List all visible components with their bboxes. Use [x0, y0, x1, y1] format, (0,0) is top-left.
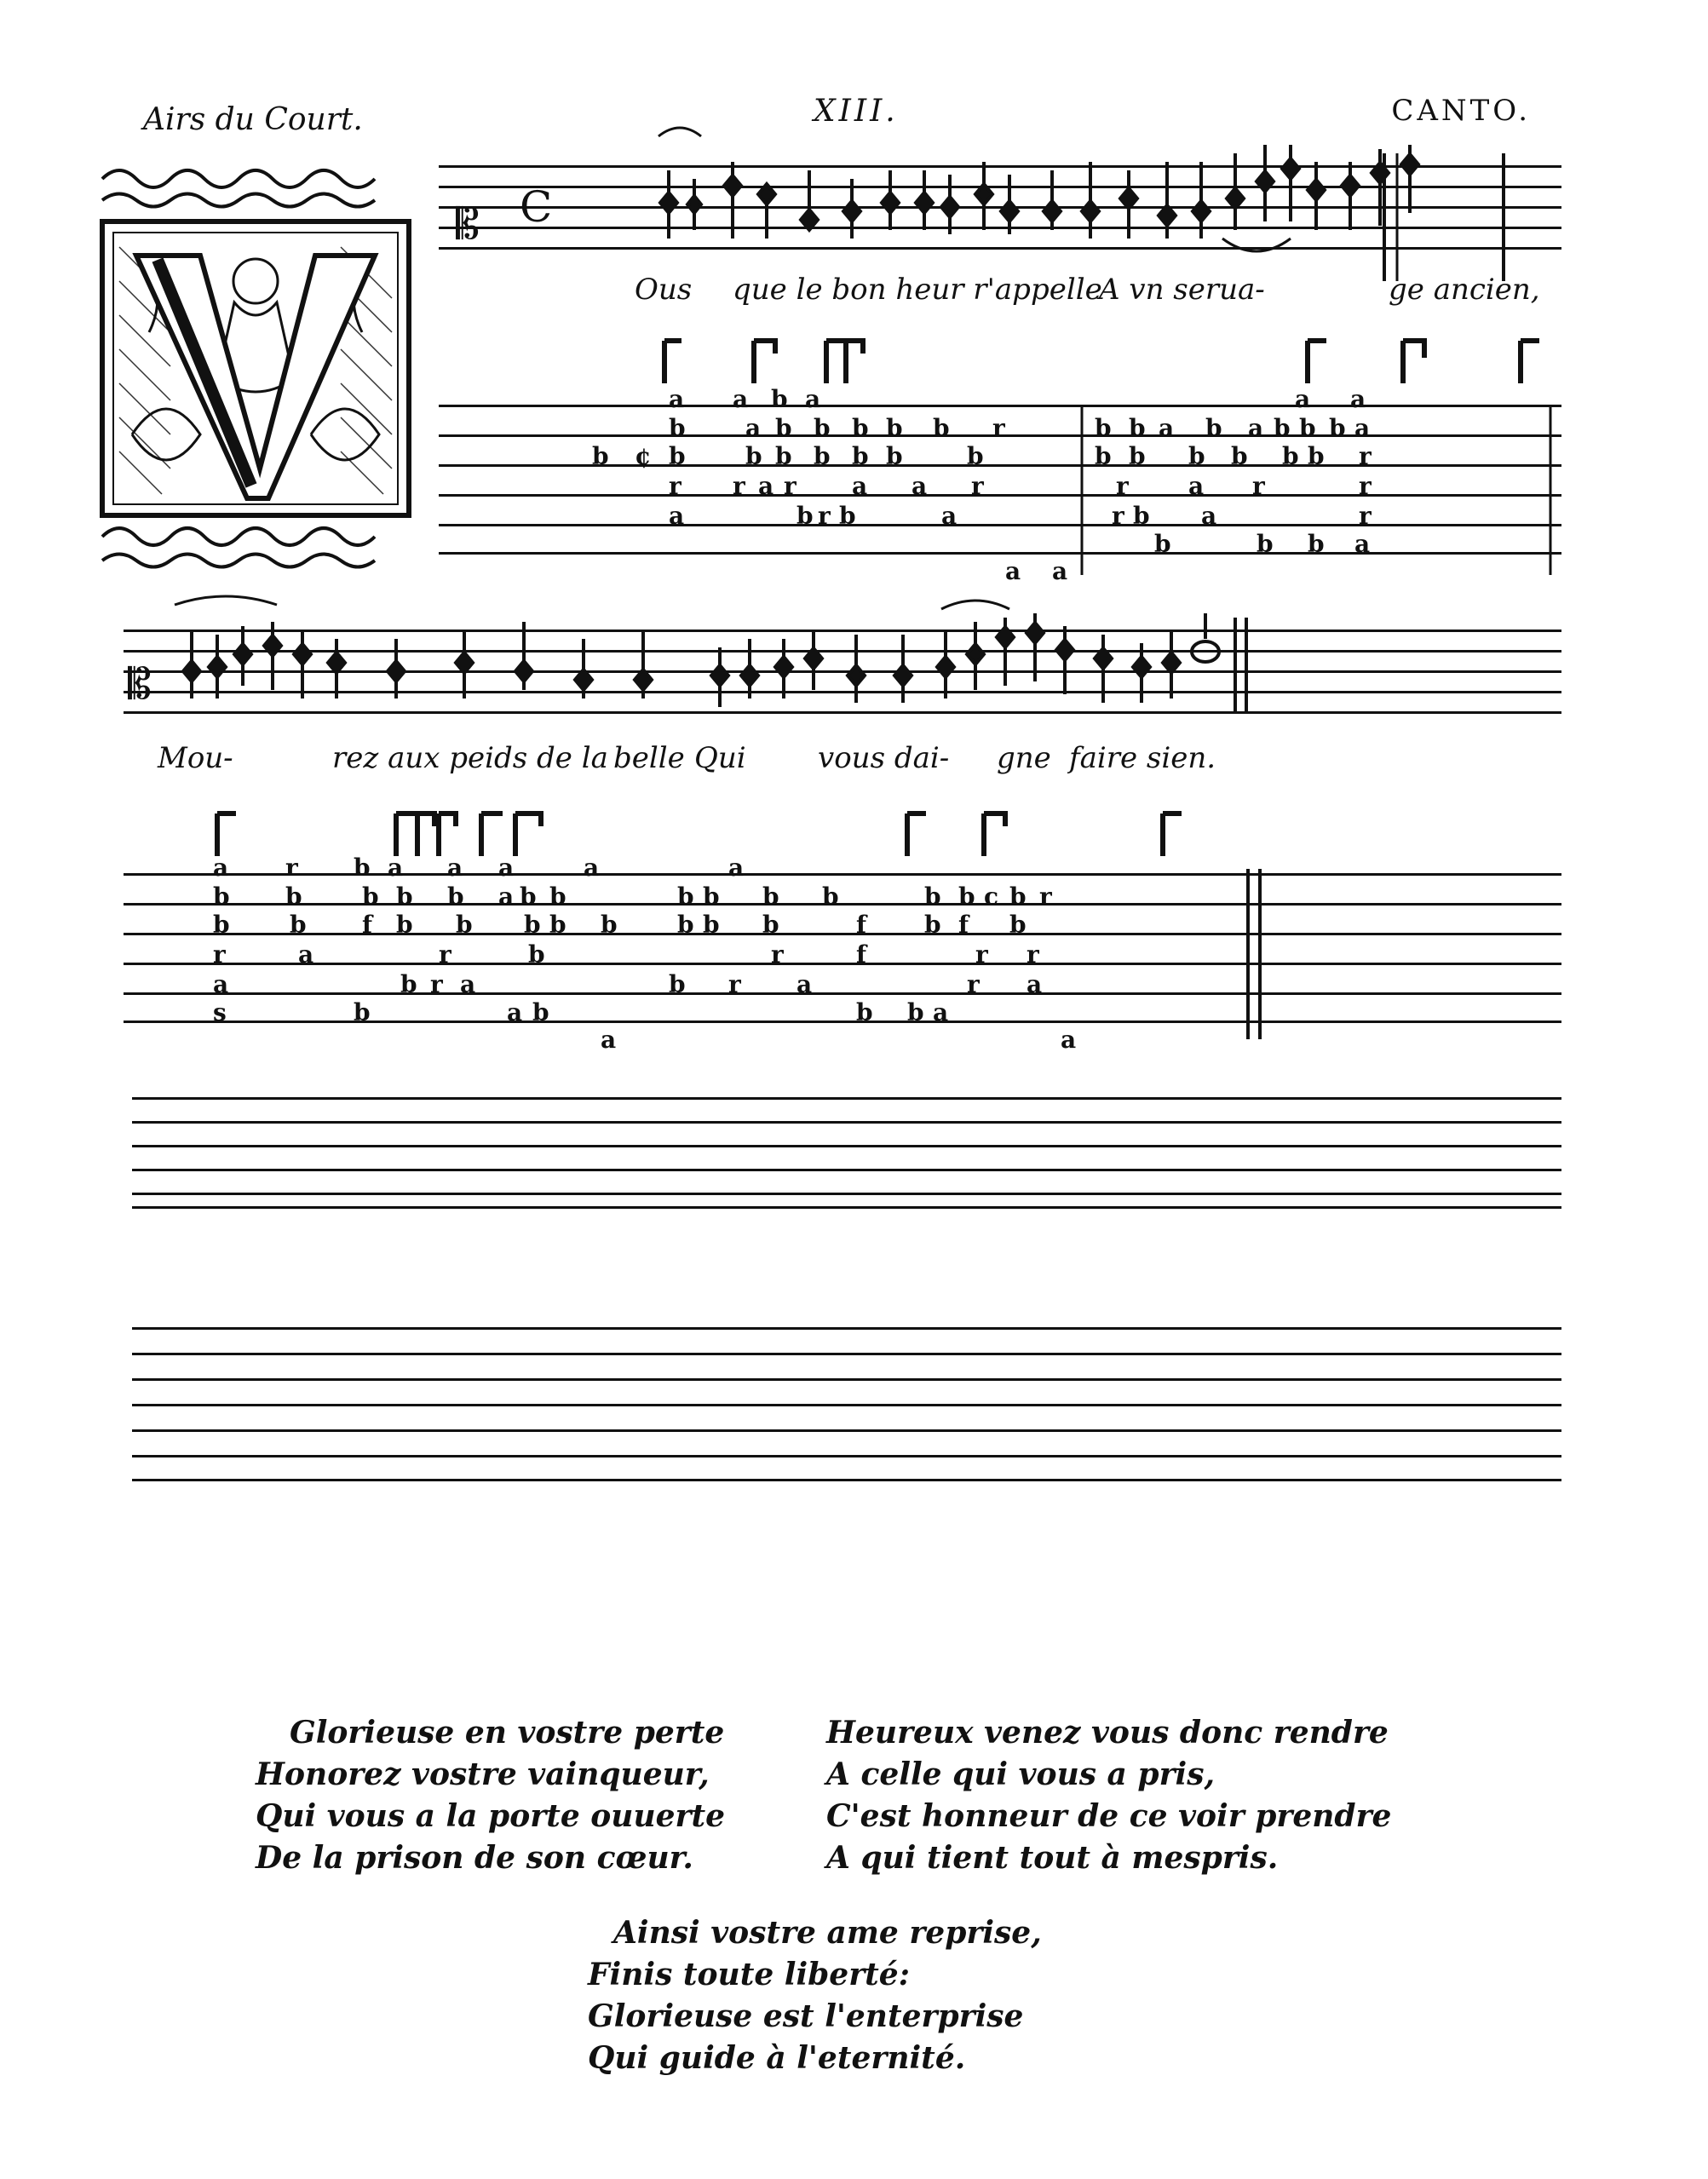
lyric-qui: Qui [694, 741, 746, 775]
svg-text:b: b [852, 442, 869, 470]
svg-text:r: r [975, 940, 988, 969]
svg-text:b: b [814, 442, 831, 470]
svg-text:b: b [396, 911, 413, 939]
svg-text:b: b [814, 414, 831, 442]
lyric-gne: gne [997, 741, 1051, 775]
svg-text:r: r [1116, 472, 1129, 500]
svg-text:b: b [213, 883, 230, 911]
lyric-vous-dai: vous dai- [818, 741, 950, 775]
svg-text:r: r [1252, 472, 1265, 500]
svg-text:b: b [924, 883, 941, 911]
svg-text:¢: ¢ [635, 442, 652, 470]
svg-text:r: r [733, 472, 745, 500]
svg-text:a: a [498, 854, 515, 882]
svg-text:a: a [507, 998, 523, 1026]
svg-text:b: b [1188, 442, 1205, 470]
svg-text:b: b [775, 442, 792, 470]
lyric-belle: belle [613, 741, 685, 775]
svg-text:a: a [1159, 414, 1175, 442]
svg-text:b: b [524, 911, 541, 939]
svg-text:b: b [886, 442, 903, 470]
empty-staff-1 [132, 1097, 1561, 1208]
svg-text:f: f [856, 911, 867, 939]
svg-text:b: b [592, 442, 609, 470]
svg-text:a: a [601, 1026, 617, 1054]
svg-text:b: b [1299, 414, 1316, 442]
lyric-faire-sien: faire sien. [1069, 741, 1216, 775]
svg-text:b: b [703, 883, 720, 911]
svg-text:a: a [941, 502, 958, 530]
svg-text:b: b [933, 414, 950, 442]
vocal-notes-1 [439, 128, 1561, 281]
svg-text:a: a [460, 970, 476, 998]
svg-text:a: a [758, 472, 774, 500]
svg-text:b: b [1231, 442, 1248, 470]
svg-text:b: b [775, 414, 792, 442]
svg-text:a: a [1027, 970, 1043, 998]
svg-text:b: b [669, 970, 686, 998]
svg-text:r: r [1359, 472, 1372, 500]
svg-text:b: b [528, 940, 545, 969]
svg-text:a: a [669, 385, 685, 413]
svg-text:b: b [762, 883, 779, 911]
svg-text:a: a [733, 385, 749, 413]
svg-text:a: a [498, 883, 515, 911]
svg-text:r: r [728, 970, 741, 998]
svg-text:a: a [1005, 557, 1021, 585]
lyric-ge-ancien: ge ancien, [1389, 273, 1540, 307]
empty-staff-2 [132, 1327, 1561, 1480]
lyric-a-vn-serua: A vn serua- [1099, 273, 1265, 307]
svg-text:b: b [1009, 883, 1027, 911]
svg-text:b: b [745, 442, 762, 470]
svg-text:b: b [958, 883, 975, 911]
svg-text:r: r [439, 940, 451, 969]
svg-text:r: r [669, 472, 681, 500]
svg-text:r: r [285, 854, 298, 882]
svg-text:a: a [852, 472, 868, 500]
svg-text:r: r [213, 940, 226, 969]
svg-text:r: r [784, 472, 796, 500]
svg-text:b: b [839, 502, 856, 530]
svg-text:r: r [967, 970, 980, 998]
svg-text:a: a [1201, 502, 1217, 530]
svg-text:b: b [967, 442, 984, 470]
svg-text:b: b [362, 883, 379, 911]
svg-text:b: b [1205, 414, 1222, 442]
svg-text:b: b [532, 998, 549, 1026]
svg-text:r: r [1027, 940, 1039, 969]
svg-text:b: b [396, 883, 413, 911]
svg-text:r: r [1359, 502, 1372, 530]
svg-text:b: b [1095, 414, 1112, 442]
svg-text:a: a [796, 970, 813, 998]
svg-text:b: b [796, 502, 814, 530]
stanza-final-line: Glorieuse est l'enterprise [588, 1998, 1024, 2034]
tablature-marks-2 [124, 801, 1561, 1056]
stanza-final-line: Qui guide à l'eternité. [588, 2040, 966, 2076]
svg-text:b: b [601, 911, 618, 939]
svg-text:b: b [1009, 911, 1027, 939]
svg-text:𝄡: 𝄡 [128, 659, 152, 709]
svg-text:b: b [771, 385, 788, 413]
stanza-right [826, 1712, 1391, 1879]
svg-text:b: b [677, 911, 694, 939]
svg-text:b: b [669, 414, 686, 442]
svg-text:a: a [933, 998, 949, 1026]
svg-text:a: a [1350, 385, 1366, 413]
svg-text:a: a [1295, 385, 1311, 413]
svg-text:b: b [1095, 442, 1112, 470]
svg-text:a: a [1061, 1026, 1077, 1054]
svg-text:a: a [213, 970, 229, 998]
svg-text:a: a [745, 414, 762, 442]
svg-text:b: b [669, 442, 686, 470]
stanza-right-line: Heureux venez vous donc rendre [826, 1715, 1389, 1751]
svg-text:s: s [213, 998, 227, 1026]
svg-text:b: b [456, 911, 473, 939]
svg-text:𝄡: 𝄡 [456, 199, 480, 249]
running-head: Airs du Court. [143, 102, 363, 137]
svg-text:b: b [447, 883, 464, 911]
svg-text:r: r [1359, 442, 1372, 470]
stanza-right-line: A qui tient tout à mespris. [826, 1840, 1279, 1876]
lyric-rez-aux-peids: rez aux peids de la [332, 741, 608, 775]
svg-text:f: f [958, 911, 969, 939]
svg-text:a: a [1052, 557, 1068, 585]
svg-text:r: r [430, 970, 443, 998]
svg-text:a: a [669, 502, 685, 530]
page-number: XIII. [814, 94, 899, 129]
svg-text:b: b [354, 854, 371, 882]
svg-text:b: b [703, 911, 720, 939]
svg-text:b: b [856, 998, 873, 1026]
svg-text:b: b [1129, 442, 1146, 470]
stanza-final-line: Ainsi vostre ame reprise, [613, 1915, 1042, 1951]
svg-text:a: a [388, 854, 404, 882]
svg-text:b: b [520, 883, 537, 911]
svg-text:b: b [1154, 530, 1171, 558]
svg-text:a: a [805, 385, 821, 413]
svg-text:b: b [1282, 442, 1299, 470]
stanza-final [588, 1912, 1042, 2079]
svg-text:b: b [213, 911, 230, 939]
stanza-left-line: Qui vous a la porte ouuerte [256, 1798, 726, 1834]
stanza-final-line: Finis toute liberté: [588, 1957, 910, 1992]
svg-text:C: C [520, 182, 553, 232]
svg-text:b: b [285, 883, 302, 911]
voice-part-label: CANTO. [1391, 94, 1531, 128]
svg-text:r: r [771, 940, 784, 969]
svg-text:c: c [984, 883, 999, 911]
svg-text:b: b [400, 970, 417, 998]
svg-text:b: b [1308, 442, 1325, 470]
drop-capital [98, 162, 413, 575]
svg-text:b: b [1257, 530, 1274, 558]
svg-text:f: f [856, 940, 867, 969]
svg-text:b: b [762, 911, 779, 939]
svg-text:f: f [362, 911, 373, 939]
vocal-notes-2 [124, 596, 1561, 733]
stanza-right-line: A celle qui vous a pris, [826, 1756, 1216, 1792]
ornament-border-icon [98, 162, 413, 575]
svg-text:r: r [971, 472, 984, 500]
svg-text:a: a [1188, 472, 1205, 500]
svg-text:a: a [584, 854, 600, 882]
svg-text:b: b [1308, 530, 1325, 558]
stanza-left-line: Honorez vostre vainqueur, [256, 1756, 710, 1792]
lyric-ous: Ous [635, 273, 693, 307]
svg-text:a: a [1248, 414, 1264, 442]
stanza-left-line: De la prison de son cœur. [256, 1840, 693, 1876]
svg-text:b: b [1129, 414, 1146, 442]
svg-text:r: r [1112, 502, 1124, 530]
lyric-mou: Mou- [158, 741, 233, 775]
svg-text:r: r [1039, 883, 1052, 911]
svg-text:b: b [354, 998, 371, 1026]
svg-text:b: b [549, 911, 566, 939]
svg-text:a: a [298, 940, 314, 969]
svg-text:b: b [924, 911, 941, 939]
svg-text:b: b [1133, 502, 1150, 530]
svg-text:b: b [1329, 414, 1346, 442]
svg-text:a: a [1354, 414, 1371, 442]
svg-text:b: b [886, 414, 903, 442]
svg-text:b: b [549, 883, 566, 911]
svg-text:b: b [677, 883, 694, 911]
tablature-marks-1 [439, 332, 1561, 588]
svg-text:a: a [1354, 530, 1371, 558]
svg-text:b: b [852, 414, 869, 442]
stanza-left-line: Glorieuse en vostre perte [290, 1715, 725, 1751]
svg-text:b: b [1274, 414, 1291, 442]
stanza-right-line: C'est honneur de ce voir prendre [826, 1798, 1392, 1834]
svg-text:b: b [907, 998, 924, 1026]
svg-text:r: r [992, 414, 1005, 442]
lyric-que-le-bon-heur: que le bon heur r'appelle [733, 273, 1102, 307]
svg-text:b: b [290, 911, 307, 939]
svg-text:a: a [447, 854, 463, 882]
stanza-left [256, 1712, 725, 1879]
svg-text:b: b [822, 883, 839, 911]
svg-text:r: r [818, 502, 831, 530]
svg-text:a: a [213, 854, 229, 882]
svg-text:a: a [912, 472, 928, 500]
svg-text:a: a [728, 854, 745, 882]
